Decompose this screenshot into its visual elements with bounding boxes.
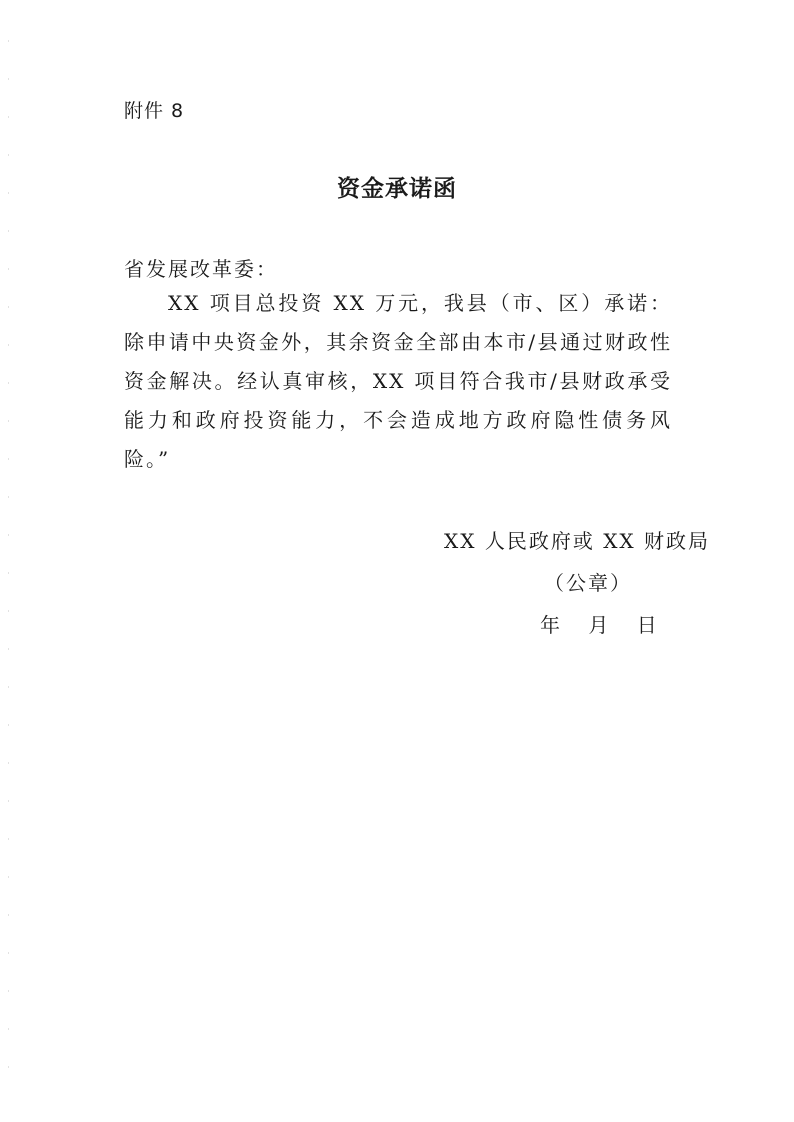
document-title: 资金承诺函: [337, 176, 457, 202]
body-paragraph: XX 项目总投资 XX 万元，我县（市、区）承诺：除申请中央资金外，其余资金全部由本市/县通过财政性资金解决。经认真审核，XX 项目符合我市/县财政承受能力和政府投资能力，不会造成地方政府隐性债务风险。”: [124, 291, 672, 471]
salutation: 省发展改革委：: [124, 257, 278, 281]
signature-date: 年 月 日: [540, 613, 659, 637]
signature-seal: （公章）: [544, 571, 632, 595]
signature-organization: XX 人民政府或 XX 财政局: [444, 529, 711, 553]
attachment-label: 附件 8: [124, 100, 185, 122]
